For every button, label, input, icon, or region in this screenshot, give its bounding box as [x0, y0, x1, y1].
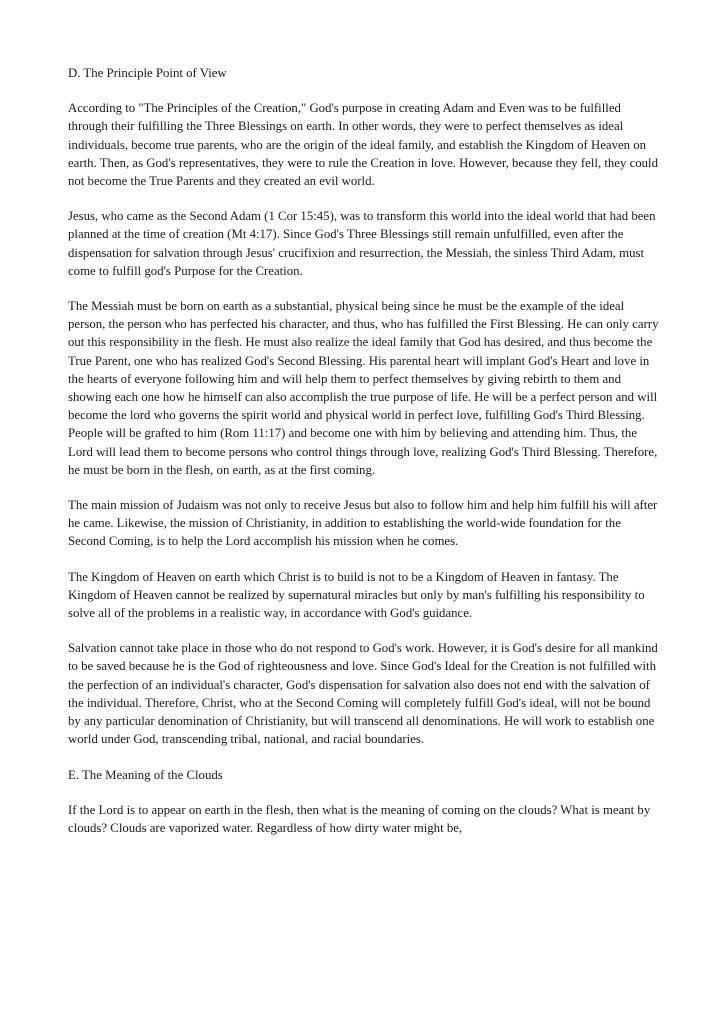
section-d-paragraph-6: Salvation cannot take place in those who do not respond to God's work. However, it is God's desire for all mankind to be saved because he is the God of righteousness and love. Since God's Ideal for the Creation is not fulfilled with the perfection of an individual's character, God's dispensation for salvation also does not end with the salvation of the individual. Therefore, Christ, who at the Second Coming will completely fulfill God's ideal, will not be bound by any particular denomination of Christianity, but will transcend all denominations. He will work to establish one world under God, transcending tribal, national, and racial boundaries.	[68, 641, 658, 747]
section-e-paragraph-1: If the Lord is to appear on earth in the flesh, then what is the meaning of coming on the clouds? What is meant by clouds? Clouds are vaporized water. Regardless of how dirty water might be,	[68, 802, 651, 835]
section-d-paragraph-2: Jesus, who came as the Second Adam (1 Cor 15:45), was to transform this world into the ideal world that had been planned at the time of creation (Mt 4:17). Since God's Three Blessings still remain unfulfilled, even after the dispensation for salvation through Jesus' crucifixion and resurrection, the Messiah, the sinless Third Adam, must come to fulfill god's Purpose for the Creation.	[68, 209, 656, 278]
section-e-heading: E. The Meaning of the Clouds	[68, 767, 223, 782]
document-page	[68, 64, 660, 854]
section-d-paragraph-1: According to "The Principles of the Creation," God's purpose in creating Adam and Even was to be fulfilled through their fulfilling the Three Blessings on earth. In other words, they were to perfect themselves as ideal individuals, become true parents, who are the origin of the ideal family, and establish the Kingdom of Heaven on earth. Then, as God's representatives, they were to rule the Creation in love. However, because they fell, they could not become the True Parents and they created an evil world.	[68, 101, 659, 189]
section-d-paragraph-3: The Messiah must be born on earth as a substantial, physical being since he must be the example of the ideal person, the person who has perfected his character, and thus, who has fulfilled the First Blessing. He can only carry out this responsibility in the flesh. He must also realize the ideal family that God has desired, and thus become the True Parent, one who has realized God's Second Blessing. His parental heart will implant God's Heart and love in the hearts of everyone following him and will help them to perfect themselves by giving rebirth to them and showing each one how he himself can also accomplish the true purpose of life. He will be a perfect person and will become the lord who governs the spirit world and physical world in perfect love, fulfilling God's Third Blessing. People will be grafted to him (Rom 11:17) and become one with him by believing and attending him. Thus, the Lord will lead them to become persons who control things through love, realizing God's Third Blessing. Therefore, he must be born in the flesh, on earth, as at the first coming.	[68, 299, 659, 477]
section-d-paragraph-4: The main mission of Judaism was not only to receive Jesus but also to follow him and help him fulfill his will after he came. Likewise, the mission of Christianity, in addition to establishing the world-wide foundation for the Second Coming, is to help the Lord accomplish his mission when he comes.	[68, 498, 658, 549]
section-d-paragraph-5: The Kingdom of Heaven on earth which Christ is to build is not to be a Kingdom of Heaven in fantasy. The Kingdom of Heaven cannot be realized by supernatural miracles but only by man's fulfilling his responsibility to solve all of the problems in a realistic way, in accordance with God's guidance.	[68, 569, 645, 621]
section-d-heading: D. The Principle Point of View	[68, 66, 227, 80]
